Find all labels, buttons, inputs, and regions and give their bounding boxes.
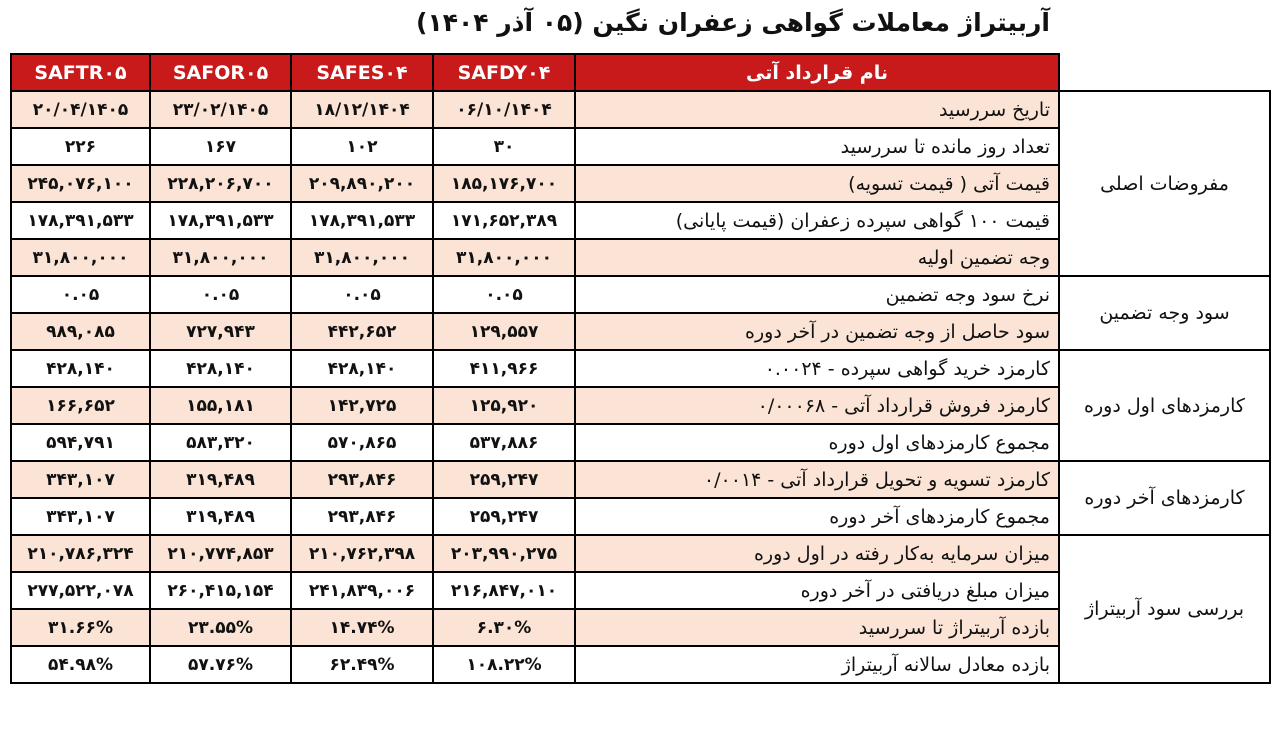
contract-header: SAFES۰۴ bbox=[291, 54, 433, 91]
row-label: مجموع کارمزدهای آخر دوره bbox=[575, 498, 1059, 535]
contract-header: SAFTR۰۵ bbox=[11, 54, 150, 91]
value-cell: ۱۴۲,۷۲۵ bbox=[291, 387, 433, 424]
value-cell: ۰.۰۵ bbox=[150, 276, 291, 313]
group-label: مفروضات اصلی bbox=[1059, 91, 1270, 276]
group-label: کارمزدهای اول دوره bbox=[1059, 350, 1270, 461]
value-cell: ۳۴۳,۱۰۷ bbox=[11, 498, 150, 535]
value-cell: ۱۸۵,۱۷۶,۷۰۰ bbox=[433, 165, 575, 202]
row-label: کارمزد خرید گواهی سپرده - ۰.۰۰۲۴ bbox=[575, 350, 1059, 387]
group-label: سود وجه تضمین bbox=[1059, 276, 1270, 350]
value-cell: ۵۸۳,۳۲۰ bbox=[150, 424, 291, 461]
row-label: کارمزد تسویه و تحویل قرارداد آتی - ۰/۰۰۱۴ bbox=[575, 461, 1059, 498]
value-cell: ۱۲۵,۹۲۰ bbox=[433, 387, 575, 424]
value-cell: ۳۱۹,۴۸۹ bbox=[150, 498, 291, 535]
value-cell: ۳۱,۸۰۰,۰۰۰ bbox=[433, 239, 575, 276]
value-cell: ۵۷.۷۶% bbox=[150, 646, 291, 683]
header-row bbox=[11, 54, 1270, 91]
row-label: قیمت آتی ( قیمت تسویه) bbox=[575, 165, 1059, 202]
value-cell: ۰.۰۵ bbox=[11, 276, 150, 313]
value-cell: ۳۰ bbox=[433, 128, 575, 165]
value-cell: ۹۸۹,۰۸۵ bbox=[11, 313, 150, 350]
row-label: بازده آربیتراژ تا سررسید bbox=[575, 609, 1059, 646]
row-label: وجه تضمین اولیه bbox=[575, 239, 1059, 276]
contract-name-header: نام قرارداد آتی bbox=[575, 54, 1059, 91]
value-cell: ۳۱,۸۰۰,۰۰۰ bbox=[291, 239, 433, 276]
row-label: تعداد روز مانده تا سررسید bbox=[575, 128, 1059, 165]
value-cell: ۱۷۱,۶۵۲,۳۸۹ bbox=[433, 202, 575, 239]
value-cell: ۲۹۳,۸۴۶ bbox=[291, 498, 433, 535]
value-cell: ۱۰۲ bbox=[291, 128, 433, 165]
arbitrage-table bbox=[10, 53, 1271, 684]
value-cell: ۰.۰۵ bbox=[433, 276, 575, 313]
value-cell: ۲۰/۰۴/۱۴۰۵ bbox=[11, 91, 150, 128]
value-cell: ۲۷۷,۵۲۲,۰۷۸ bbox=[11, 572, 150, 609]
value-cell: ۴۱۱,۹۶۶ bbox=[433, 350, 575, 387]
row-label: تاریخ سررسید bbox=[575, 91, 1059, 128]
row-label: قیمت ۱۰۰ گواهی سپرده زعفران (قیمت پایانی) bbox=[575, 202, 1059, 239]
value-cell: ۱۶۶,۶۵۲ bbox=[11, 387, 150, 424]
value-cell: ۱۷۸,۳۹۱,۵۳۳ bbox=[11, 202, 150, 239]
value-cell: ۶۲.۴۹% bbox=[291, 646, 433, 683]
value-cell: ۲۱۰,۷۸۶,۳۲۴ bbox=[11, 535, 150, 572]
row-label: میزان سرمایه به‌کار رفته در اول دوره bbox=[575, 535, 1059, 572]
header-blank bbox=[1059, 54, 1270, 91]
table-row bbox=[11, 91, 1270, 128]
value-cell: ۲۴۱,۸۳۹,۰۰۶ bbox=[291, 572, 433, 609]
value-cell: ۵۹۴,۷۹۱ bbox=[11, 424, 150, 461]
value-cell: ۱۷۸,۳۹۱,۵۳۳ bbox=[150, 202, 291, 239]
value-cell: ۱۶۷ bbox=[150, 128, 291, 165]
value-cell: ۳۱.۶۶% bbox=[11, 609, 150, 646]
value-cell: ۲۵۹,۲۴۷ bbox=[433, 461, 575, 498]
value-cell: ۱۵۵,۱۸۱ bbox=[150, 387, 291, 424]
value-cell: ۳۱,۸۰۰,۰۰۰ bbox=[11, 239, 150, 276]
row-label: کارمزد فروش قرارداد آتی - ۰/۰۰۰۶۸ bbox=[575, 387, 1059, 424]
value-cell: ۴۲۸,۱۴۰ bbox=[11, 350, 150, 387]
value-cell: ۲۱۰,۷۷۴,۸۵۳ bbox=[150, 535, 291, 572]
value-cell: ۲۰۹,۸۹۰,۲۰۰ bbox=[291, 165, 433, 202]
value-cell: ۲۳.۵۵% bbox=[150, 609, 291, 646]
value-cell: ۲۳/۰۲/۱۴۰۵ bbox=[150, 91, 291, 128]
value-cell: ۶.۳۰% bbox=[433, 609, 575, 646]
value-cell: ۵۳۷,۸۸۶ bbox=[433, 424, 575, 461]
value-cell: ۴۲۸,۱۴۰ bbox=[150, 350, 291, 387]
value-cell: ۰۶/۱۰/۱۴۰۴ bbox=[433, 91, 575, 128]
group-label: بررسی سود آربیتراژ bbox=[1059, 535, 1270, 683]
row-label: نرخ سود وجه تضمین bbox=[575, 276, 1059, 313]
value-cell: ۲۲۸,۲۰۶,۷۰۰ bbox=[150, 165, 291, 202]
value-cell: ۳۴۳,۱۰۷ bbox=[11, 461, 150, 498]
row-label: میزان مبلغ دریافتی در آخر دوره bbox=[575, 572, 1059, 609]
value-cell: ۵۷۰,۸۶۵ bbox=[291, 424, 433, 461]
value-cell: ۲۲۶ bbox=[11, 128, 150, 165]
value-cell: ۲۰۳,۹۹۰,۲۷۵ bbox=[433, 535, 575, 572]
value-cell: ۳۱۹,۴۸۹ bbox=[150, 461, 291, 498]
value-cell: ۲۴۵,۰۷۶,۱۰۰ bbox=[11, 165, 150, 202]
value-cell: ۲۱۶,۸۴۷,۰۱۰ bbox=[433, 572, 575, 609]
row-label: سود حاصل از وجه تضمین در آخر دوره bbox=[575, 313, 1059, 350]
value-cell: ۱۴.۷۴% bbox=[291, 609, 433, 646]
value-cell: ۴۴۲,۶۵۲ bbox=[291, 313, 433, 350]
value-cell: ۲۶۰,۴۱۵,۱۵۴ bbox=[150, 572, 291, 609]
value-cell: ۱۲۹,۵۵۷ bbox=[433, 313, 575, 350]
table-row bbox=[11, 461, 1270, 498]
value-cell: ۲۵۹,۲۴۷ bbox=[433, 498, 575, 535]
page-title: آربیتراژ معاملات گواهی زعفران نگین (۰۵ آذر ۱۴۰۴) bbox=[416, 8, 1050, 37]
group-label: کارمزدهای آخر دوره bbox=[1059, 461, 1270, 535]
value-cell: ۰.۰۵ bbox=[291, 276, 433, 313]
value-cell: ۱۰۸.۲۲% bbox=[433, 646, 575, 683]
row-label: بازده معادل سالانه آربیتراژ bbox=[575, 646, 1059, 683]
row-label: مجموع کارمزدهای اول دوره bbox=[575, 424, 1059, 461]
value-cell: ۴۲۸,۱۴۰ bbox=[291, 350, 433, 387]
value-cell: ۲۹۳,۸۴۶ bbox=[291, 461, 433, 498]
table-row bbox=[11, 276, 1270, 313]
table-row bbox=[11, 350, 1270, 387]
value-cell: ۱۸/۱۲/۱۴۰۴ bbox=[291, 91, 433, 128]
value-cell: ۱۷۸,۳۹۱,۵۳۳ bbox=[291, 202, 433, 239]
value-cell: ۳۱,۸۰۰,۰۰۰ bbox=[150, 239, 291, 276]
table-row bbox=[11, 535, 1270, 572]
value-cell: ۵۴.۹۸% bbox=[11, 646, 150, 683]
contract-header: SAFDY۰۴ bbox=[433, 54, 575, 91]
value-cell: ۲۱۰,۷۶۲,۳۹۸ bbox=[291, 535, 433, 572]
table-body bbox=[11, 91, 1270, 683]
contract-header: SAFOR۰۵ bbox=[150, 54, 291, 91]
value-cell: ۷۲۷,۹۴۳ bbox=[150, 313, 291, 350]
